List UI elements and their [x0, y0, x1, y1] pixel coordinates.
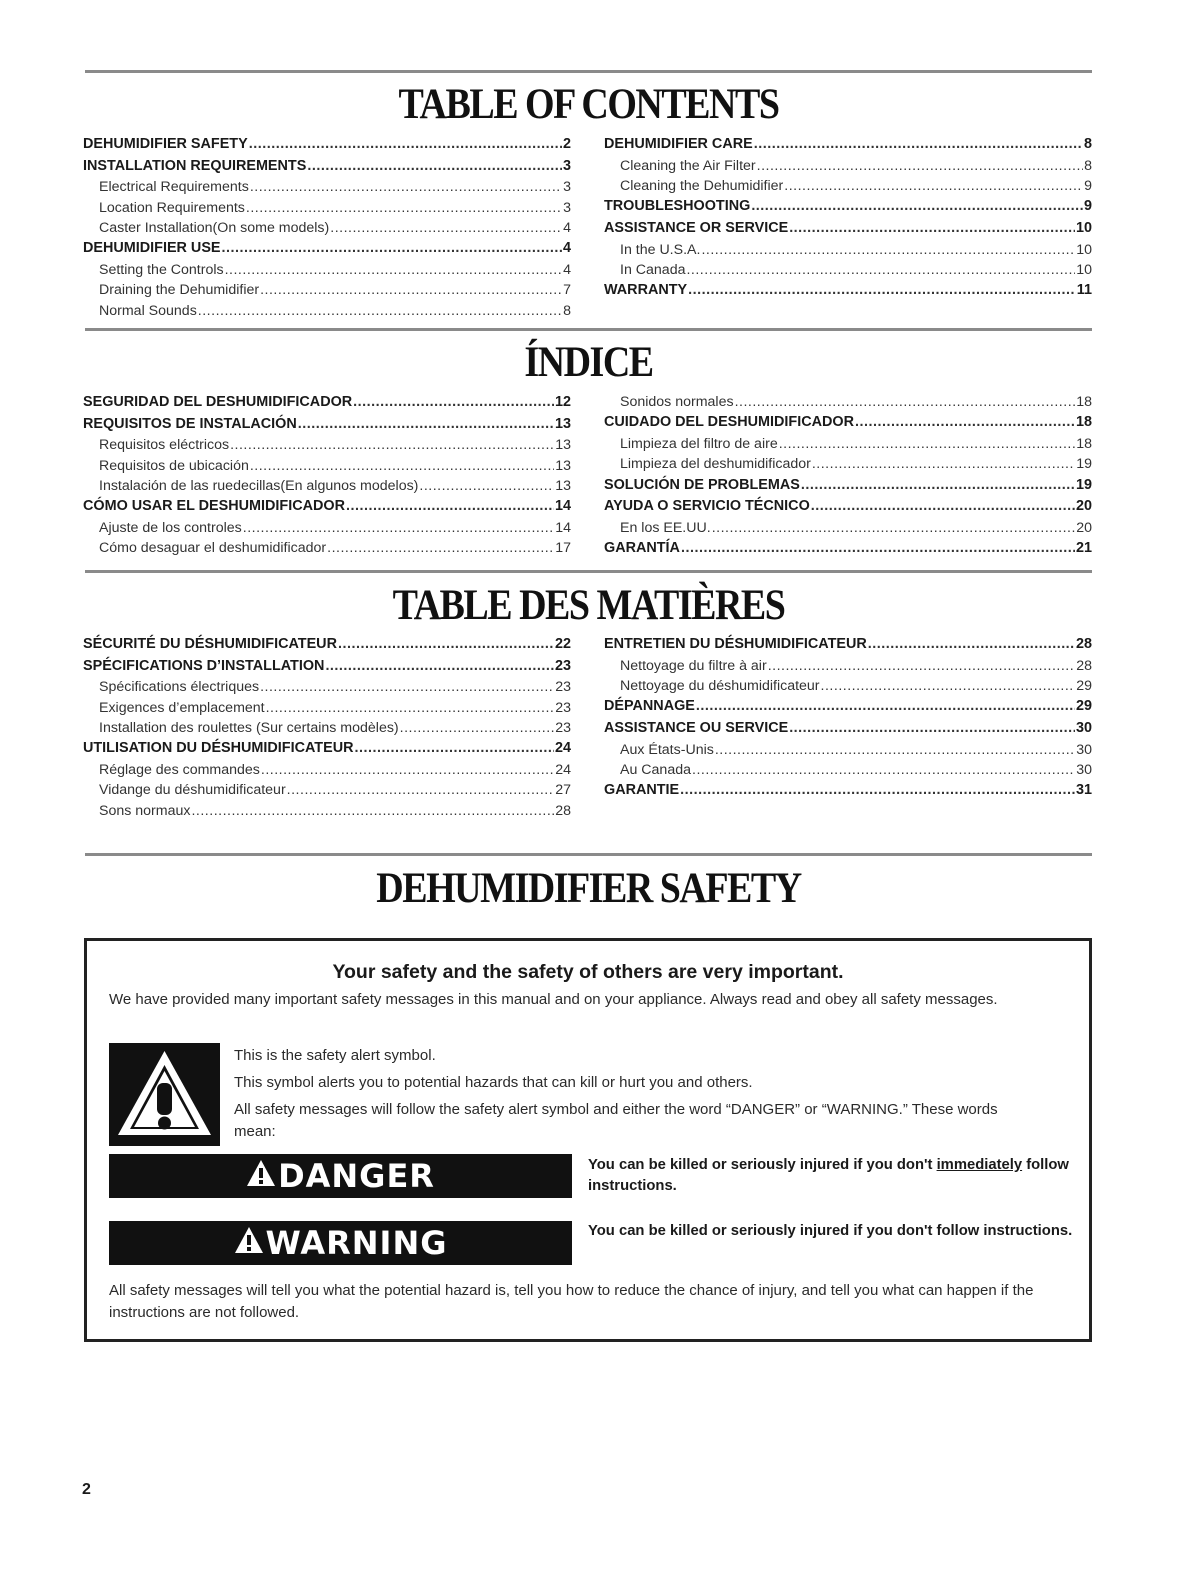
- toc-entry-label: Installation des roulettes (Sur certains modèles): [99, 719, 399, 736]
- toc-entry-page: 2: [562, 136, 571, 152]
- toc-entry-page: 29: [1076, 677, 1092, 694]
- toc-entry-label: Limpieza del deshumidificador: [620, 456, 811, 473]
- toc-entry: [604, 434, 1092, 454]
- toc-entry-label: Nettoyage du filtre à air: [620, 657, 767, 674]
- danger-text-after: follow instructions.: [588, 1157, 1069, 1194]
- toc-leader-dots: [812, 454, 1075, 474]
- warning-label: WARNING: [265, 1224, 448, 1262]
- toc-entry-label: CÓMO USAR EL DESHUMIDIFICADOR: [83, 498, 345, 515]
- danger-label: DANGER: [278, 1157, 435, 1195]
- toc-entry: [604, 454, 1092, 474]
- toc-entry: [83, 280, 571, 300]
- toc-entry: [83, 198, 571, 218]
- toc-entry-page: 20: [1076, 519, 1092, 536]
- toc-entry-page: 23: [555, 679, 571, 696]
- toc-entry: [83, 760, 571, 780]
- toc-entry-page: 31: [1075, 782, 1092, 799]
- toc-entry-label: SPÉCIFICATIONS D’INSTALLATION: [83, 657, 325, 674]
- toc-entry-label: Au Canada: [620, 761, 691, 778]
- toc-entry-label: Vidange du déshumidificateur: [99, 782, 286, 799]
- toc-entry-page: 13: [554, 415, 571, 432]
- toc-leader-dots: [768, 656, 1076, 676]
- toc-entry: [604, 656, 1092, 676]
- rule-safety: [85, 853, 1092, 856]
- toc-entry: [83, 218, 571, 238]
- toc-entry-page: 13: [555, 457, 571, 474]
- toc-entry-label: Draining the Dehumidifier: [99, 282, 260, 299]
- toc-entry-page: 28: [555, 802, 571, 819]
- toc-leader-dots: [191, 801, 554, 821]
- toc-leader-dots: [757, 156, 1083, 176]
- toc-entry: [604, 718, 1092, 740]
- toc-entry-page: 3: [562, 157, 571, 174]
- toc-entry: [604, 240, 1092, 260]
- toc-entry-page: 24: [555, 761, 571, 778]
- toc-entry: [83, 301, 571, 321]
- toc-entry-page: 4: [562, 240, 571, 257]
- toc-entry-label: GARANTIE: [604, 782, 680, 799]
- toc-entry-label: DÉPANNAGE: [604, 698, 695, 715]
- toc-leader-dots: [789, 718, 1075, 740]
- toc-entry: [604, 676, 1092, 696]
- toc-entry-label: DEHUMIDIFIER SAFETY: [83, 136, 248, 152]
- toc-entry: [83, 238, 571, 260]
- toc-entry-page: 30: [1076, 741, 1092, 758]
- toc-entry-label: Cleaning the Dehumidifier: [620, 177, 784, 194]
- toc-leader-dots: [230, 435, 554, 455]
- toc-entry: [83, 392, 571, 414]
- toc-leader-dots: [754, 134, 1083, 156]
- toc-entry: [604, 696, 1092, 718]
- toc-entry: [83, 177, 571, 197]
- toc-leader-dots: [789, 218, 1075, 240]
- toc-entry-label: Setting the Controls: [99, 261, 224, 278]
- toc-entry-label: Nettoyage du déshumidificateur: [620, 677, 820, 694]
- toc-leader-dots: [225, 260, 563, 280]
- danger-text-before: You can be killed or seriously injured if you don't: [588, 1157, 937, 1173]
- toc-entry-page: 23: [555, 719, 571, 736]
- toc-entry: [604, 518, 1092, 538]
- toc-entry-label: ASSISTANCE OU SERVICE: [604, 719, 789, 736]
- toc-leader-dots: [330, 218, 562, 238]
- toc-leader-dots: [686, 260, 1075, 280]
- toc-entry: [604, 218, 1092, 240]
- toc-entry-label: ASSISTANCE OR SERVICE: [604, 219, 789, 236]
- matieres-left-column: [83, 634, 571, 821]
- toc-entry-page: 13: [555, 437, 571, 454]
- toc-entry-label: TROUBLESHOOTING: [604, 198, 751, 215]
- toc-entry-label: Requisitos de ubicación: [99, 457, 249, 474]
- toc-leader-dots: [715, 740, 1075, 760]
- toc-entry-page: 14: [555, 519, 571, 536]
- toc-entry: [83, 156, 571, 178]
- toc-entry: [604, 740, 1092, 760]
- toc-leader-dots: [680, 780, 1075, 802]
- toc-right-column: [604, 134, 1092, 302]
- alert-triangle-icon: [234, 1224, 264, 1262]
- toc-entry-page: 20: [1075, 498, 1092, 515]
- toc-entry-label: SEGURIDAD DEL DESHUMIDIFICADOR: [83, 394, 353, 410]
- toc-entry-page: 18: [1076, 394, 1092, 410]
- toc-leader-dots: [419, 476, 554, 496]
- toc-entry-label: Aux États-Unis: [620, 741, 714, 758]
- toc-entry: [604, 780, 1092, 802]
- toc-entry: [83, 801, 571, 821]
- toc-entry-label: Ajuste de los controles: [99, 519, 242, 536]
- toc-leader-dots: [250, 177, 562, 197]
- toc-leader-dots: [855, 412, 1075, 434]
- toc-leader-dots: [353, 392, 554, 414]
- toc-leader-dots: [243, 518, 554, 538]
- toc-leader-dots: [346, 496, 554, 518]
- safety-alert-icon: [109, 1043, 220, 1146]
- safety-box: [84, 938, 1092, 1342]
- toc-entry-label: INSTALLATION REQUIREMENTS: [83, 157, 307, 174]
- toc-entry-page: 8: [563, 302, 571, 319]
- matieres-title: TABLE DES MATIÈRES: [392, 580, 785, 630]
- toc-leader-dots: [701, 240, 1075, 260]
- toc-entry: [83, 780, 571, 800]
- toc-entry-page: 27: [555, 782, 571, 799]
- toc-entry: [604, 392, 1092, 412]
- toc-leader-dots: [681, 538, 1075, 560]
- toc-leader-dots: [298, 414, 554, 436]
- toc-entry-label: Cleaning the Air Filter: [620, 157, 756, 174]
- toc-entry-label: SÉCURITÉ DU DÉSHUMIDIFICATEUR: [83, 636, 337, 652]
- toc-entry-page: 17: [555, 540, 571, 557]
- toc-entry: [83, 496, 571, 518]
- toc-leader-dots: [779, 434, 1076, 454]
- toc-leader-dots: [307, 156, 562, 178]
- toc-leader-dots: [198, 301, 562, 321]
- toc-entry: [83, 538, 571, 558]
- toc-leader-dots: [821, 676, 1076, 696]
- toc-entry-label: Sons normaux: [99, 802, 191, 819]
- toc-entry-page: 30: [1076, 761, 1092, 778]
- toc-entry-label: WARRANTY: [604, 282, 688, 299]
- toc-leader-dots: [249, 134, 562, 156]
- toc-leader-dots: [735, 392, 1076, 412]
- toc-leader-dots: [325, 656, 554, 678]
- toc-entry-page: 10: [1075, 219, 1092, 236]
- toc-leader-dots: [400, 718, 555, 738]
- toc-leader-dots: [261, 760, 554, 780]
- toc-entry-label: Location Requirements: [99, 199, 245, 216]
- indice-right-column: [604, 392, 1092, 560]
- toc-entry: [604, 538, 1092, 560]
- toc-entry-label: DEHUMIDIFIER CARE: [604, 136, 753, 152]
- toc-entry-label: Exigences d’emplacement: [99, 699, 265, 716]
- indice-left-column: [83, 392, 571, 559]
- toc-leader-dots: [338, 634, 554, 656]
- toc-entry-label: Limpieza del filtro de aire: [620, 435, 778, 452]
- toc-leader-dots: [712, 518, 1076, 538]
- toc-entry: [604, 475, 1092, 497]
- toc-leader-dots: [250, 456, 554, 476]
- toc-entry-page: 18: [1075, 414, 1092, 431]
- toc-leader-dots: [696, 696, 1075, 718]
- toc-entry-page: 9: [1083, 198, 1092, 215]
- toc-entry-page: 4: [563, 219, 571, 236]
- toc-entry: [604, 134, 1092, 156]
- toc-entry-label: In Canada: [620, 261, 686, 278]
- safety-closing: All safety messages will tell you what the potential hazard is, tell you how to reduce the chance of injury, and tell you what can happen if the instructions are not followed.: [109, 1282, 1034, 1321]
- toc-entry-page: 19: [1075, 476, 1092, 493]
- toc-entry-label: Requisitos eléctricos: [99, 437, 230, 454]
- warning-label-bar: [109, 1221, 572, 1265]
- toc-entry-label: REQUISITOS DE INSTALACIÓN: [83, 415, 297, 432]
- toc-entry-label: Caster Installation(On some models): [99, 219, 330, 236]
- toc-entry-label: AYUDA O SERVICIO TÉCNICO: [604, 498, 810, 515]
- toc-entry: [83, 738, 571, 760]
- toc-entry: [604, 496, 1092, 518]
- toc-entry-page: 28: [1076, 657, 1092, 674]
- toc-entry-page: 8: [1083, 136, 1092, 152]
- toc-entry-label: Sonidos normales: [620, 394, 734, 410]
- toc-entry-page: 9: [1084, 177, 1092, 194]
- toc-entry-label: Normal Sounds: [99, 302, 197, 319]
- toc-leader-dots: [266, 698, 555, 718]
- toc-entry-page: 23: [554, 657, 571, 674]
- danger-text-emphasis: immediately: [936, 1157, 1023, 1173]
- toc-entry-page: 18: [1076, 435, 1092, 452]
- rule-matieres: [85, 570, 1092, 573]
- indice-title: ÍNDICE: [524, 337, 653, 387]
- toc-entry-page: 24: [554, 740, 571, 757]
- toc-entry: [604, 634, 1092, 656]
- toc-entry: [83, 677, 571, 697]
- toc-entry-label: DEHUMIDIFIER USE: [83, 240, 221, 257]
- toc-entry-label: Cómo desaguar el deshumidificador: [99, 540, 327, 557]
- toc-entry-page: 29: [1075, 698, 1092, 715]
- toc-entry-page: 3: [563, 199, 571, 216]
- warning-text: You can be killed or seriously injured if you don't follow instructions.: [588, 1223, 1073, 1239]
- toc-entry: [83, 656, 571, 678]
- toc-entry-page: 23: [555, 699, 571, 716]
- toc-entry-page: 10: [1076, 241, 1092, 258]
- toc-entry: [604, 196, 1092, 218]
- safety-intro: We have provided many important safety messages in this manual and on your appliance. Always read and obey all safety messages.: [109, 991, 998, 1008]
- toc-entry: [83, 456, 571, 476]
- danger-text: [588, 1155, 1083, 1197]
- page-number: 2: [82, 1481, 91, 1498]
- toc-leader-dots: [260, 280, 562, 300]
- rule-indice: [85, 328, 1092, 331]
- toc-leader-dots: [327, 538, 554, 558]
- toc-entry: [83, 414, 571, 436]
- toc-entry: [604, 260, 1092, 280]
- toc-entry-label: GARANTÍA: [604, 540, 680, 557]
- toc-entry: [604, 176, 1092, 196]
- toc-entry-page: 14: [554, 498, 571, 515]
- toc-entry-label: ENTRETIEN DU DÉSHUMIDIFICATEUR: [604, 636, 867, 652]
- toc-entry-page: 10: [1076, 261, 1092, 278]
- toc-entry-page: 8: [1084, 157, 1092, 174]
- alert-line-2: This symbol alerts you to potential hazards that can kill or hurt you and others.: [234, 1074, 753, 1091]
- toc-entry-label: UTILISATION DU DÉSHUMIDIFICATEUR: [83, 740, 354, 757]
- toc-leader-dots: [246, 198, 562, 218]
- toc-entry-page: 13: [555, 477, 571, 494]
- toc-entry: [604, 156, 1092, 176]
- toc-left-column: [83, 134, 571, 321]
- toc-entry: [83, 634, 571, 656]
- toc-entry-page: 11: [1076, 282, 1092, 299]
- toc-leader-dots: [868, 634, 1075, 656]
- toc-entry-page: 30: [1075, 719, 1092, 736]
- toc-leader-dots: [801, 475, 1075, 497]
- safety-title: DEHUMIDIFIER SAFETY: [376, 863, 801, 913]
- toc-entry-label: En los EE.UU.: [620, 519, 711, 536]
- toc-entry-label: CUIDADO DEL DESHUMIDIFICADOR: [604, 414, 854, 431]
- toc-entry: [604, 412, 1092, 434]
- toc-leader-dots: [287, 780, 555, 800]
- toc-leader-dots: [688, 280, 1076, 302]
- toc-entry-page: 7: [563, 282, 571, 299]
- toc-entry-page: 4: [563, 261, 571, 278]
- rule-top: [85, 70, 1092, 73]
- toc-entry-page: 19: [1076, 456, 1092, 473]
- toc-leader-dots: [354, 738, 554, 760]
- toc-entry-label: Réglage des commandes: [99, 761, 260, 778]
- toc-leader-dots: [784, 176, 1083, 196]
- safety-headline: Your safety and the safety of others are very important.: [332, 961, 844, 983]
- toc-entry-label: SOLUCIÓN DE PROBLEMAS: [604, 476, 800, 493]
- toc-leader-dots: [811, 496, 1075, 518]
- toc-entry-label: Electrical Requirements: [99, 179, 249, 196]
- toc-title: TABLE OF CONTENTS: [398, 79, 779, 129]
- toc-entry: [83, 435, 571, 455]
- toc-leader-dots: [222, 238, 562, 260]
- toc-entry: [604, 760, 1092, 780]
- toc-entry-page: 22: [554, 636, 571, 652]
- toc-entry: [83, 718, 571, 738]
- matieres-right-column: [604, 634, 1092, 802]
- toc-entry: [604, 280, 1092, 302]
- toc-entry: [83, 134, 571, 156]
- toc-leader-dots: [260, 677, 554, 697]
- toc-entry-page: 12: [554, 394, 571, 410]
- toc-entry: [83, 260, 571, 280]
- toc-entry-label: Instalación de las ruedecillas(En algunos modelos): [99, 477, 419, 494]
- toc-entry-page: 28: [1075, 636, 1092, 652]
- alert-triangle-icon: [246, 1157, 276, 1195]
- toc-entry: [83, 518, 571, 538]
- toc-leader-dots: [692, 760, 1075, 780]
- toc-entry-label: Spécifications électriques: [99, 679, 260, 696]
- toc-entry-page: 3: [563, 179, 571, 196]
- toc-entry-page: 21: [1075, 540, 1092, 557]
- danger-label-bar: [109, 1154, 572, 1198]
- toc-entry: [83, 476, 571, 496]
- toc-leader-dots: [751, 196, 1083, 218]
- toc-entry: [83, 698, 571, 718]
- toc-entry-label: In the U.S.A.: [620, 241, 701, 258]
- alert-line-3: All safety messages will follow the safety alert symbol and either the word “DANGER” or “WARNING.” These words mean:: [234, 1101, 998, 1140]
- alert-line-1: This is the safety alert symbol.: [234, 1047, 436, 1064]
